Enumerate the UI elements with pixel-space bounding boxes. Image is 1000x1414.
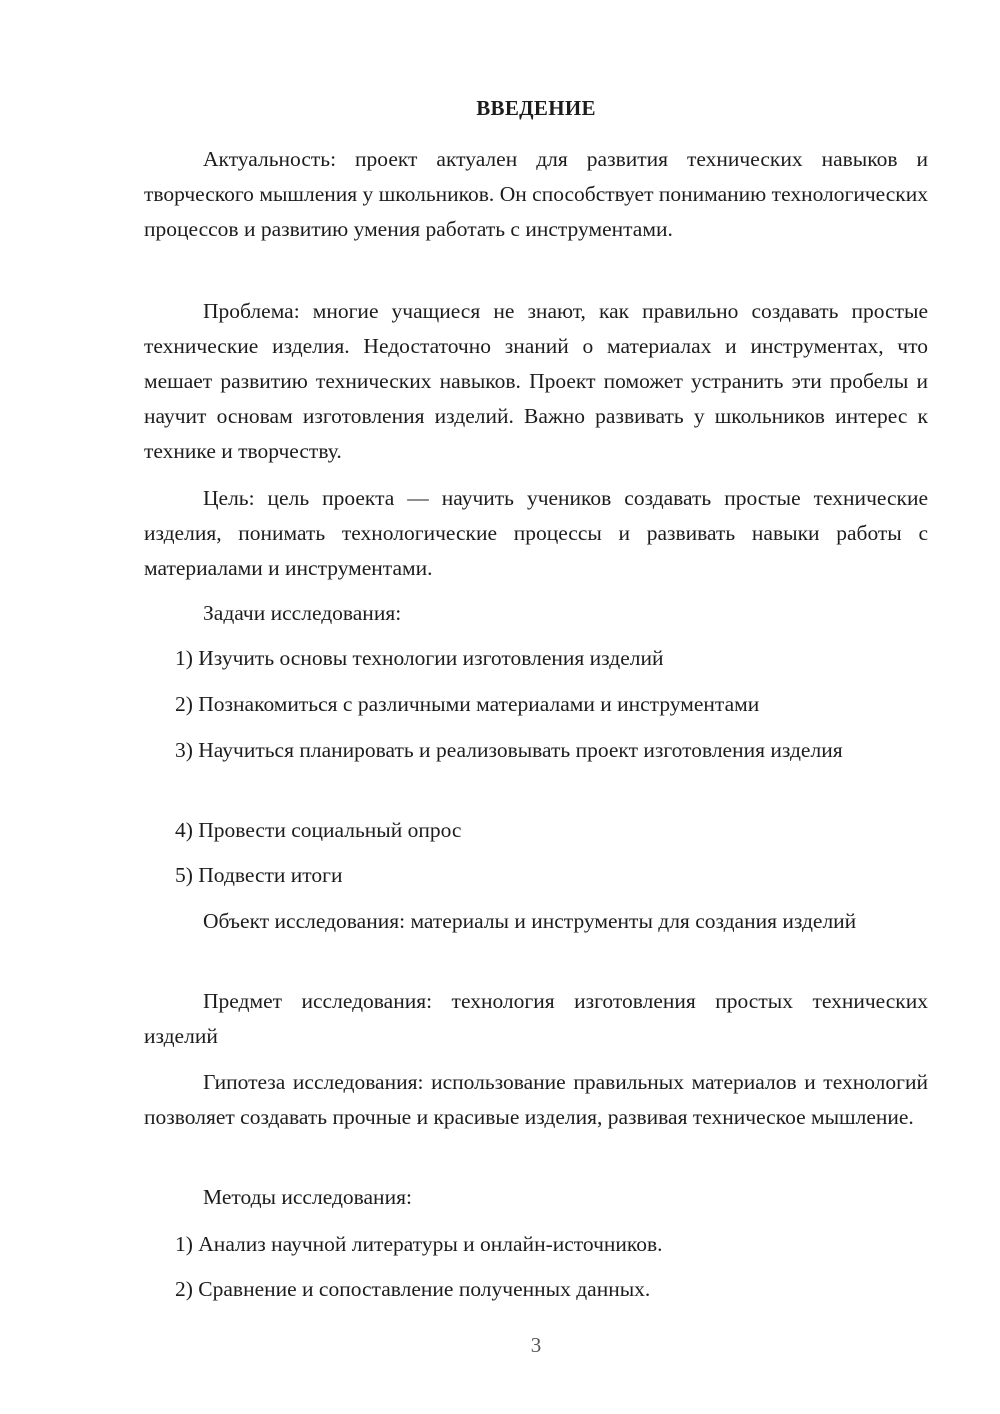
- task-item-5: 5) Подвести итоги: [175, 863, 343, 887]
- task-item-1: 1) Изучить основы технологии изготовления изделий: [175, 646, 664, 670]
- paragraph-hypothesis: Гипотеза исследования: использование правильных материалов и технологий позволяет создавать прочные и красивые изделия, развивая техническое мышление.: [144, 1070, 928, 1129]
- paragraph-goal: Цель: цель проекта — научить учеников создавать простые технические изделия, понимать технологические процессы и развивать навыки работы с материалами и инструментами.: [144, 486, 928, 580]
- paragraph-methods-heading: Методы исследования:: [203, 1185, 412, 1209]
- method-item-1: 1) Анализ научной литературы и онлайн-источников.: [175, 1232, 663, 1256]
- paragraph-problem: Проблема: многие учащиеся не знают, как правильно создавать простые технические изделия. Недостаточно знаний о материалах и инструментах, что мешает развитию технических навыков. Проект поможет устранить эти пробелы и научит основам изготовления изделий. Важно развивать у школьников интерес к технике и творчеству.: [144, 299, 928, 463]
- task-item-4: 4) Провести социальный опрос: [175, 818, 462, 842]
- task-item-2: 2) Познакомиться с различными материалами и инструментами: [175, 692, 760, 716]
- paragraph-relevance: Актуальность: проект актуален для развития технических навыков и творческого мышления у школьников. Он способствует пониманию технологических процессов и развитию умения работать с инструментами.: [144, 147, 928, 241]
- page-title: ВВЕДЕНИЕ: [476, 96, 596, 120]
- task-item-3: 3) Научиться планировать и реализовывать проект изготовления изделия: [175, 738, 843, 762]
- paragraph-subject: Предмет исследования: технология изготовления простых технических изделий: [144, 989, 928, 1048]
- paragraph-object: Объект исследования: материалы и инструменты для создания изделий: [203, 909, 857, 933]
- method-item-2: 2) Сравнение и сопоставление полученных данных.: [175, 1277, 651, 1301]
- paragraph-tasks-heading: Задачи исследования:: [203, 601, 402, 625]
- page-number: 3: [530, 1333, 542, 1357]
